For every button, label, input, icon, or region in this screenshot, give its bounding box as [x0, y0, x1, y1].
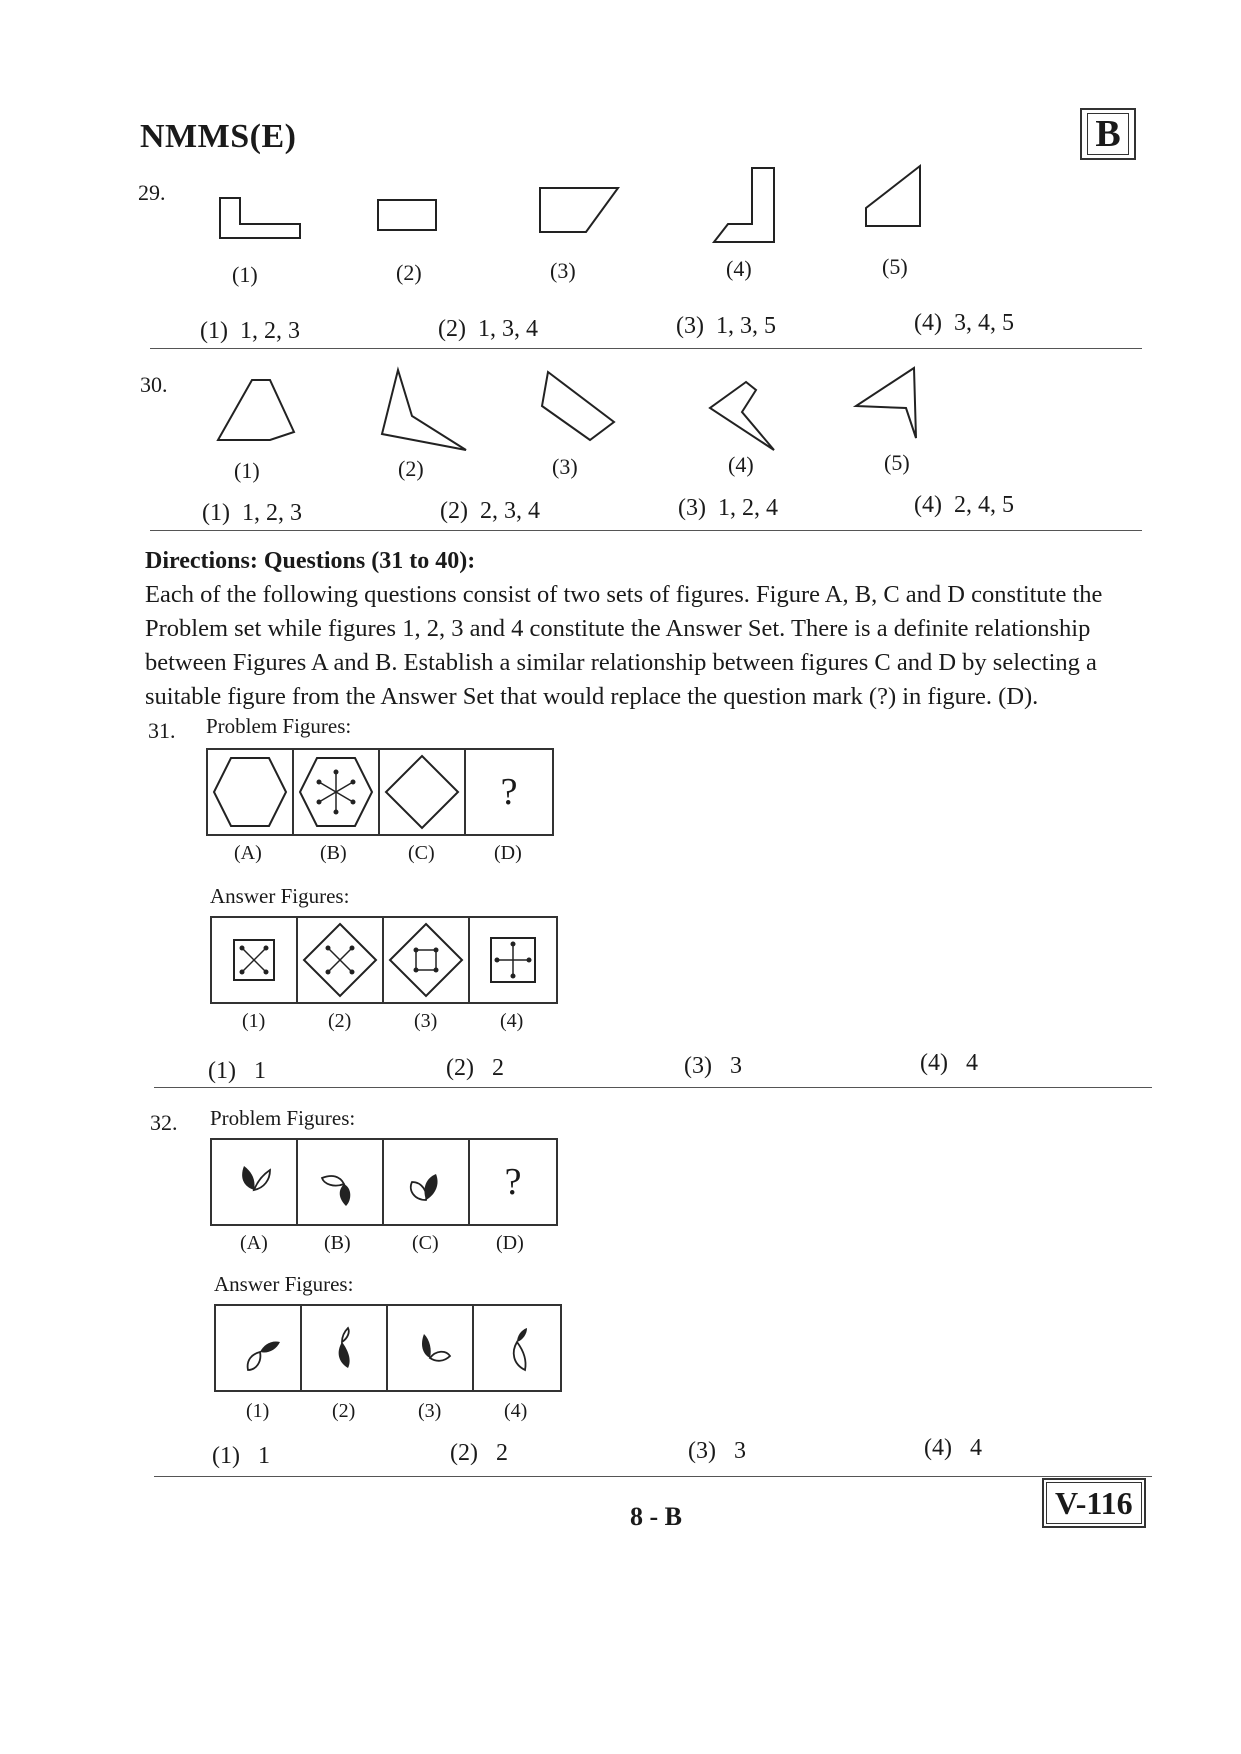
q32-option-3[interactable]: (3) 3: [688, 1438, 746, 1464]
q29-number: 29.: [138, 180, 166, 205]
set-code-badge: [1080, 108, 1136, 160]
q30-option-1[interactable]: (1) 1, 2, 3: [202, 500, 302, 526]
two-leaves-icon: [386, 1142, 466, 1222]
version-badge: [1042, 1478, 1146, 1528]
q31-answer-fig-3[interactable]: [384, 918, 470, 1002]
q31-problem-label-c: (C): [408, 842, 435, 864]
q31-fig-c: [380, 750, 466, 834]
q29-fig5-shape: [866, 166, 920, 226]
q31-option-4[interactable]: (4) 4: [920, 1050, 978, 1076]
q31-question-mark: ?: [500, 771, 518, 813]
q31-problem-figures: [206, 748, 554, 836]
q29-option-4[interactable]: (4) 3, 4, 5: [914, 310, 1014, 336]
q30-fig5-arrowhead: [856, 368, 916, 438]
q31-answer-fig-2[interactable]: [298, 918, 384, 1002]
q32-answer-fig-1[interactable]: [216, 1306, 302, 1390]
q30-fig-label-2: (2): [398, 456, 424, 481]
divider-q32: [154, 1476, 1152, 1477]
diamond-cross-icon: [300, 920, 380, 1000]
q31-answer-label: Answer Figures:: [210, 884, 350, 908]
q32-answer-label-3: (3): [418, 1400, 442, 1422]
q30-option-3[interactable]: (3) 1, 2, 4: [678, 495, 778, 521]
q32-answer-fig-3[interactable]: [388, 1306, 474, 1390]
q29-fig-label-2: (2): [396, 260, 422, 285]
q31-fig-b: [294, 750, 380, 834]
exam-title: NMMS(E): [140, 118, 297, 155]
q31-answer-fig-4[interactable]: [470, 918, 556, 1002]
divider-q30: [150, 530, 1142, 531]
q29-fig4-shape: [714, 168, 774, 242]
set-code: B: [1087, 113, 1128, 155]
q30-fig2-shape: [382, 370, 466, 450]
q31-problem-label-d: (D): [494, 842, 522, 864]
q30-fig4-arrowhead: [710, 382, 774, 450]
q31-problem-label-b: (B): [320, 842, 347, 864]
q30-option-4[interactable]: (4) 2, 4, 5: [914, 492, 1014, 518]
q32-option-2[interactable]: (2) 2: [450, 1440, 508, 1466]
q32-answer-figures: [214, 1304, 562, 1392]
q29-fig1-l-shape: [220, 198, 300, 238]
q31-option-3[interactable]: (3) 3: [684, 1053, 742, 1079]
q32-number: 32.: [150, 1110, 178, 1135]
q29-fig-label-5: (5): [882, 254, 908, 279]
q29-fig-label-3: (3): [550, 258, 576, 283]
two-leaves-icon: [390, 1308, 470, 1388]
q32-answer-fig-4[interactable]: [474, 1306, 560, 1390]
q31-answer-label-1: (1): [242, 1010, 266, 1032]
directions-body: Each of the following questions consist of two sets of figures. Figure A, B, C and D constitute the Problem set while figures 1, 2, 3 and 4 constitute the Answer Set. There is a definite relationship between Figures A and B. Establish a similar relationship between figures C and D by selecting a suitable figure from the Answer Set that would replace the question mark (?) in figure. (D).: [145, 581, 1103, 710]
q29-fig-label-4: (4): [726, 256, 752, 281]
q32-option-1[interactable]: (1) 1: [212, 1443, 270, 1469]
q31-answer-label-4: (4): [500, 1010, 524, 1032]
q30-figures: [200, 360, 940, 460]
square-plus-icon: [473, 920, 553, 1000]
divider-q31: [154, 1087, 1152, 1088]
q32-fig-c: [384, 1140, 470, 1224]
q32-question-mark: ?: [504, 1161, 522, 1203]
two-leaves-icon: [304, 1308, 384, 1388]
q31-answer-figures: [210, 916, 558, 1004]
q32-problem-label-d: (D): [496, 1232, 524, 1254]
q32-problem-label-b: (B): [324, 1232, 351, 1254]
q31-option-1[interactable]: (1) 1: [208, 1058, 266, 1084]
q30-option-2[interactable]: (2) 2, 3, 4: [440, 498, 540, 524]
q31-problem-label: Problem Figures:: [206, 714, 352, 738]
page-number: 8 - B: [630, 1502, 682, 1531]
directions-heading: Directions: Questions (31 to 40):: [145, 548, 476, 574]
q32-problem-label: Problem Figures:: [210, 1106, 356, 1130]
square-cross-icon: [214, 920, 294, 1000]
q31-fig-a: [208, 750, 294, 834]
q32-problem-label-a: (A): [240, 1232, 268, 1254]
q29-fig-label-1: (1): [232, 262, 258, 287]
q29-fig3-trapezoid: [540, 188, 618, 232]
q32-answer-label-1: (1): [246, 1400, 270, 1422]
q30-fig1-pentagon: [218, 380, 294, 440]
q31-answer-fig-1[interactable]: [212, 918, 298, 1002]
hexagon-icon: [210, 752, 290, 832]
q32-answer-label: Answer Figures:: [214, 1272, 354, 1296]
q29-option-2[interactable]: (2) 1, 3, 4: [438, 316, 538, 342]
q32-fig-b: [298, 1140, 384, 1224]
q32-answer-fig-2[interactable]: [302, 1306, 388, 1390]
q29-fig2-rectangle: [378, 200, 436, 230]
version-code: V-116: [1046, 1482, 1142, 1524]
q32-problem-figures: [210, 1138, 558, 1226]
q32-option-4[interactable]: (4) 4: [924, 1435, 982, 1461]
diamond-icon: [382, 752, 462, 832]
q31-answer-label-2: (2): [328, 1010, 352, 1032]
two-leaves-icon: [214, 1142, 294, 1222]
q29-option-1[interactable]: (1) 1, 2, 3: [200, 318, 300, 344]
two-leaves-icon: [300, 1142, 380, 1222]
q32-answer-label-2: (2): [332, 1400, 356, 1422]
hexagon-asterisk-icon: [296, 752, 376, 832]
q31-number: 31.: [148, 718, 176, 743]
q32-answer-label-4: (4): [504, 1400, 528, 1422]
q32-fig-d: [470, 1140, 556, 1224]
q31-problem-label-a: (A): [234, 842, 262, 864]
q31-option-2[interactable]: (2) 2: [446, 1055, 504, 1081]
q30-number: 30.: [140, 372, 168, 397]
q31-answer-label-3: (3): [414, 1010, 438, 1032]
q30-fig3-shape: [542, 372, 614, 440]
two-leaves-icon: [218, 1308, 298, 1388]
q30-fig-label-3: (3): [552, 454, 578, 479]
q29-figures: [200, 160, 940, 260]
q32-fig-a: [212, 1140, 298, 1224]
divider-q29: [150, 348, 1142, 349]
q30-fig-label-1: (1): [234, 458, 260, 483]
q31-fig-d: [466, 750, 552, 834]
diamond-square-icon: [386, 920, 466, 1000]
q30-fig-label-4: (4): [728, 452, 754, 477]
q32-problem-label-c: (C): [412, 1232, 439, 1254]
two-leaves-icon: [477, 1308, 557, 1388]
q30-fig-label-5: (5): [884, 450, 910, 475]
q29-option-3[interactable]: (3) 1, 3, 5: [676, 313, 776, 339]
